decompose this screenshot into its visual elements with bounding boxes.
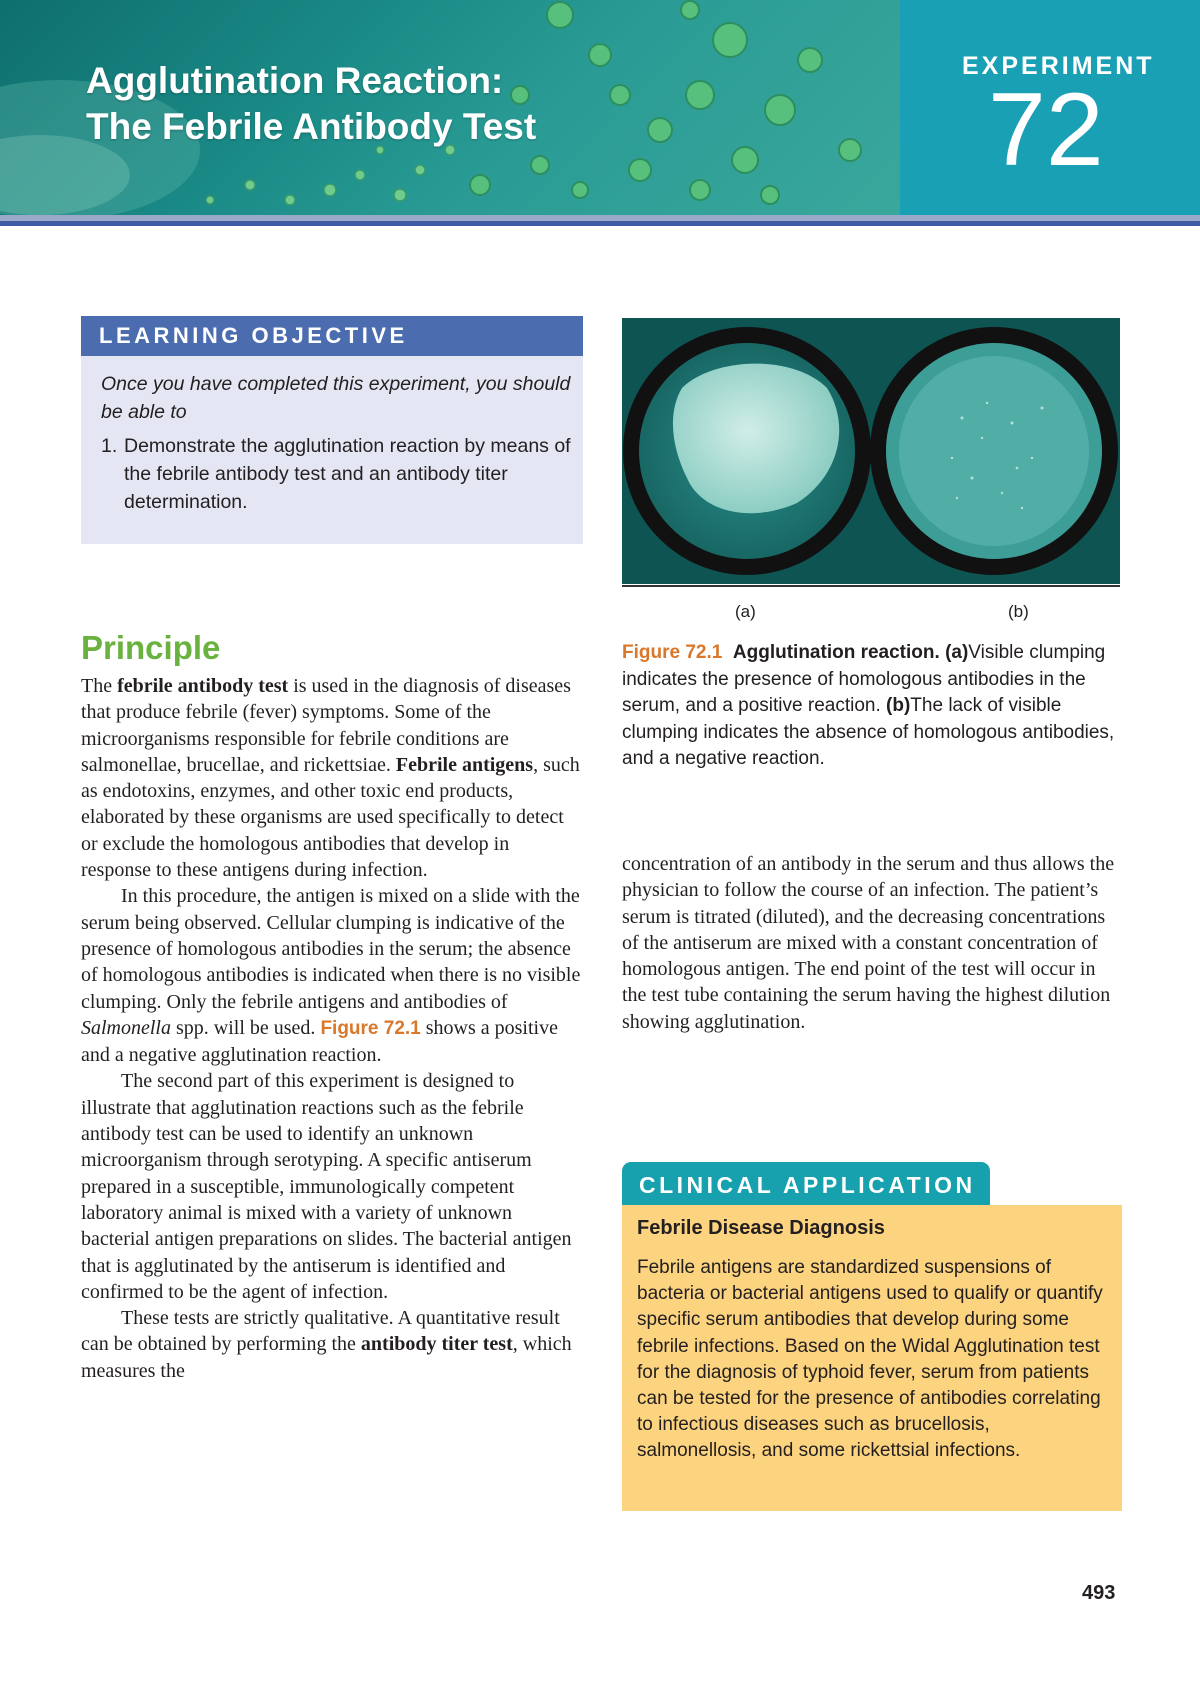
- bold-term-febrile-antibody-test: febrile antibody test: [117, 675, 289, 697]
- principle-paragraph-4: [81, 1305, 583, 1384]
- clinical-application-box: [622, 1205, 1122, 1511]
- learning-objective-header: [81, 316, 583, 356]
- caption-b-marker: (b): [886, 695, 911, 716]
- learning-objective-item: [101, 432, 571, 516]
- text-run: spp. will be used.: [171, 1016, 321, 1039]
- text-run: shows a positive and a negative agglutination reaction.: [81, 1016, 558, 1067]
- page-title: [86, 58, 536, 150]
- caption-a-marker: (a): [945, 642, 969, 663]
- photo-underline: [622, 585, 1120, 587]
- text-run: , such as endotoxins, enzymes, and other toxic end products, elaborated by these organisms are used specifically to detect or exclude the homologous antibodies that develop in response to these antigens during infection.: [81, 753, 580, 882]
- bold-term-antibody-titer-test: antibody titer test: [360, 1333, 513, 1356]
- principle-paragraph-5: concentration of an antibody in the serum and thus allows the physician to follow the course of an infection. The patient’s serum is titrated (diluted), and the decreasing concentrations of the antiserum are mixed with a constant concentration of homologous antigen. The end point of the test will occur in the test tube containing the serum having the highest dilution showing agglutination.: [622, 853, 1115, 1033]
- principle-paragraph-3: The second part of this experiment is designed to illustrate that agglutination reactions such as the febrile antibody test can be used to identify an unknown microorganism through serotyping. A specific antiserum prepared in a susceptible, immunologically competent laboratory animal is mixed with a variety of unknown bacterial antigen preparations on slides. The bacterial antigen that is agglutinated by the antiserum is identified and confirmed to be the agent of infection.: [81, 1070, 572, 1303]
- principle-paragraph-1: [81, 673, 583, 883]
- learning-objective-heading: LEARNING OBJECTIVE: [99, 323, 408, 348]
- clinical-application-tab: [622, 1162, 990, 1205]
- panel-label-a: (a): [735, 602, 756, 621]
- page-number: 493: [1082, 1582, 1116, 1604]
- italic-salmonella: Salmonella: [81, 1016, 171, 1039]
- experiment-badge: [900, 0, 1200, 215]
- clinical-application-text: Febrile antigens are standardized suspensions of bacteria or bacterial antigens used to qualify or quantify specific serum antibodies that develop during some febrile infections. Based on the Widal Agglutination test for the diagnosis of typhoid fever, serum from patients can be tested for the presence of antibodies correlating to infectious diseases such as brucellosis, salmonellosis, and some rickettsial infections.: [637, 1257, 1103, 1462]
- title-line-1: Agglutination Reaction:: [86, 60, 504, 101]
- principle-paragraph-2: [81, 883, 583, 1068]
- caption-text-b: The lack of visible clumping indicates the absence of homologous antibodies, and a negative reaction.: [622, 695, 1115, 769]
- clinical-application-heading: Febrile Disease Diagnosis: [637, 1217, 885, 1239]
- principle-heading: Principle: [81, 629, 221, 666]
- learning-objective-intro: Once you have completed this experiment, you should be able to: [101, 373, 571, 423]
- item-number: 1.: [101, 435, 118, 457]
- agglutination-photo: [622, 318, 1120, 584]
- caption-text-a: Visible clumping indicates the presence of homologous antibodies in the serum, and a positive reaction.: [622, 642, 1106, 716]
- caption-figure-ref: Figure 72.1: [622, 642, 723, 663]
- text-run: , which measures the: [81, 1333, 572, 1382]
- caption-title: Agglutination reaction.: [732, 642, 940, 663]
- learning-objective-box: [81, 356, 583, 544]
- item-text: Demonstrate the agglutination reaction by means of the febrile antibody test and an antibody titer determination.: [124, 435, 571, 513]
- figure-caption: [622, 640, 1122, 773]
- right-column-text: [622, 851, 1122, 1035]
- panel-label-b: (b): [1008, 602, 1029, 621]
- header-rule-blue: [0, 221, 1200, 226]
- figure-reference-link[interactable]: Figure 72.1: [320, 1017, 421, 1039]
- experiment-label: EXPERIMENT: [962, 52, 1155, 80]
- text-run: In this procedure, the antigen is mixed on a slide with the serum being observed. Cellular clumping is indicative of the presence of homologous antibodies in the serum; the absence of homologous antibodies is indicated when there is no visible clumping. Only the febrile antigens and antibodies of: [81, 885, 581, 1013]
- text-run: is used in the diagnosis of diseases that produce febrile (fever) symptoms. Some of the microorganisms responsible for febrile conditions are salmonellae, brucellae, and rickettsiae.: [81, 675, 571, 776]
- left-column-text: [81, 673, 583, 1384]
- header-banner: [0, 0, 900, 215]
- clinical-application-label: CLINICAL APPLICATION: [639, 1172, 976, 1198]
- bold-term-febrile-antigens: Febrile antigens: [395, 753, 534, 776]
- experiment-number: 72: [988, 72, 1104, 188]
- text-run: The: [81, 675, 118, 697]
- text-run: These tests are strictly qualitative. A quantitative result can be obtained by performing the: [81, 1307, 560, 1356]
- title-line-2: The Febrile Antibody Test: [86, 106, 537, 147]
